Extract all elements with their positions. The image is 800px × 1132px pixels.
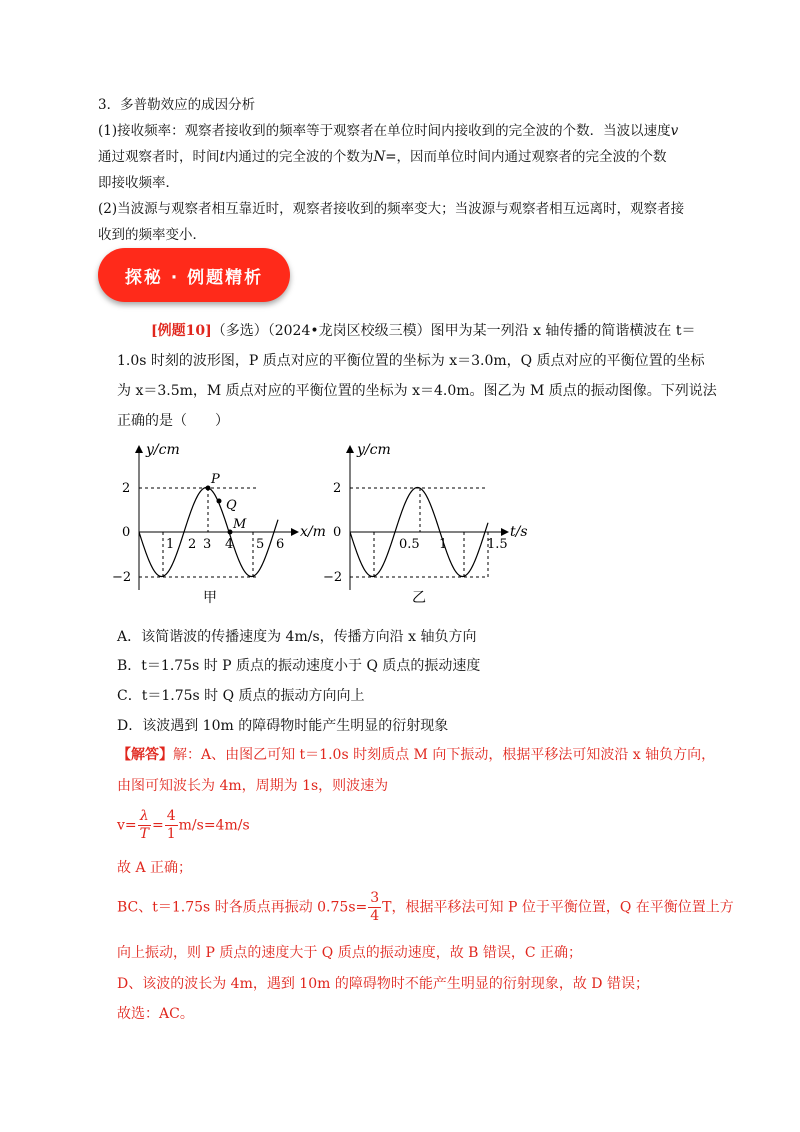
xlabel-left: x/m xyxy=(300,524,326,540)
option-a[interactable]: A．该简谐波的传播速度为 4m/s，传播方向沿 x 轴负方向 xyxy=(117,629,477,645)
point-m xyxy=(228,530,233,535)
question-tag: [例题10] xyxy=(151,323,212,339)
svg-text:1.5: 1.5 xyxy=(487,537,508,552)
question-stem: [例题10]（多选）（2024•龙岗区校级三模）图甲为某一列沿 x 轴传播的简谐横波在 t＝ 1.0s 时刻的波形图，P 质点对应的平衡位置的坐标为 x＝3.0m，Q 质点对应的平衡位置的坐标 为 x＝3.5m，M 质点对应的平衡位置的坐标为 x＝4.0m。图乙为 M 质点的振动图像。下列说法 正确的是（ ） xyxy=(117,323,717,429)
ylabel-left: y/cm xyxy=(146,442,180,458)
svg-text:2: 2 xyxy=(122,481,131,496)
answer-line-3: 故 A 正确； xyxy=(117,860,193,876)
svg-text:3: 3 xyxy=(203,537,212,552)
svg-text:−2: −2 xyxy=(323,570,343,585)
paragraph-1: (1)接收频率：观察者接收到的频率等于观察者在单位时间内接收到的完全波的个数．当波以速度v 通过观察者时，时间t内通过的完全波的个数为N=，因而单位时间内通过观察者的完全波的个数 即接收频率． xyxy=(98,123,679,191)
svg-text:−2: −2 xyxy=(112,570,132,585)
section-3 xyxy=(98,92,710,248)
section-title: 3．多普勒效应的成因分析 xyxy=(98,97,256,113)
svg-text:0.5: 0.5 xyxy=(399,537,420,552)
wave-figures xyxy=(0,430,800,610)
svg-text:M: M xyxy=(233,517,247,532)
svg-text:5: 5 xyxy=(256,537,265,552)
velocity-equation: v= $\frac{\lambda}{T}$ = $\frac{4}{1}$ m/s=4m/s xyxy=(117,808,250,842)
svg-text:2: 2 xyxy=(333,481,342,496)
xlabel-right: t/s xyxy=(510,524,528,540)
ylabel-right: y/cm xyxy=(357,442,391,458)
svg-text:0: 0 xyxy=(122,525,131,540)
svg-text:Q: Q xyxy=(226,498,237,513)
answer-line-bc: BC、t＝1.75s 时各质点再振动 0.75s= $\frac{3}{4}$ T，根据平移法可知 P 位于平衡位置，Q 在平衡位置上方 xyxy=(117,890,734,924)
svg-text:2: 2 xyxy=(188,537,197,552)
point-p xyxy=(206,486,211,491)
svg-text:1: 1 xyxy=(439,537,448,552)
svg-text:4: 4 xyxy=(225,537,234,552)
answer-line-5: 向上振动，则 P 质点的速度大于 Q 质点的振动速度，故 B 错误，C 正确； xyxy=(117,945,583,961)
option-d[interactable]: D．该波遇到 10m 的障碍物时能产生明显的衍射现象 xyxy=(117,718,449,734)
svg-text:1: 1 xyxy=(166,537,175,552)
caption-right: 乙 xyxy=(412,590,426,606)
option-b[interactable]: B．t＝1.75s 时 P 质点的振动速度小于 Q 质点的振动速度 xyxy=(117,658,481,674)
caption-left: 甲 xyxy=(203,590,217,606)
paragraph-2: (2)当波源与观察者相互靠近时，观察者接收到的频率变大；当波源与观察者相互远离时，观察者接 收到的频率变小． xyxy=(98,201,685,243)
answer-line-6: D、该波的波长为 4m，遇到 10m 的障碍物时不能产生明显的衍射现象，故 D 错误； xyxy=(117,976,649,992)
wave-graph-left xyxy=(112,442,326,606)
svg-text:0: 0 xyxy=(333,525,342,540)
answer-line-7: 故选：AC。 xyxy=(117,1006,194,1022)
svg-text:6: 6 xyxy=(276,537,285,552)
example-badge xyxy=(98,248,290,302)
answer-tag: 【解答】 xyxy=(117,747,173,763)
wave-graph-right xyxy=(323,442,528,606)
badge-label: 探秘 · 例题精析 xyxy=(124,267,264,288)
answer-line-2: 由图可知波长为 4m，周期为 1s，则波速为 xyxy=(117,778,389,794)
option-c[interactable]: C．t＝1.75s 时 Q 质点的振动方向向上 xyxy=(117,688,365,704)
svg-text:P: P xyxy=(211,472,220,487)
answer-line-1: 【解答】解：A、由图乙可知 t＝1.0s 时刻质点 M 向下振动，根据平移法可知波沿 x 轴负方向， xyxy=(117,747,716,763)
point-q xyxy=(217,499,222,504)
